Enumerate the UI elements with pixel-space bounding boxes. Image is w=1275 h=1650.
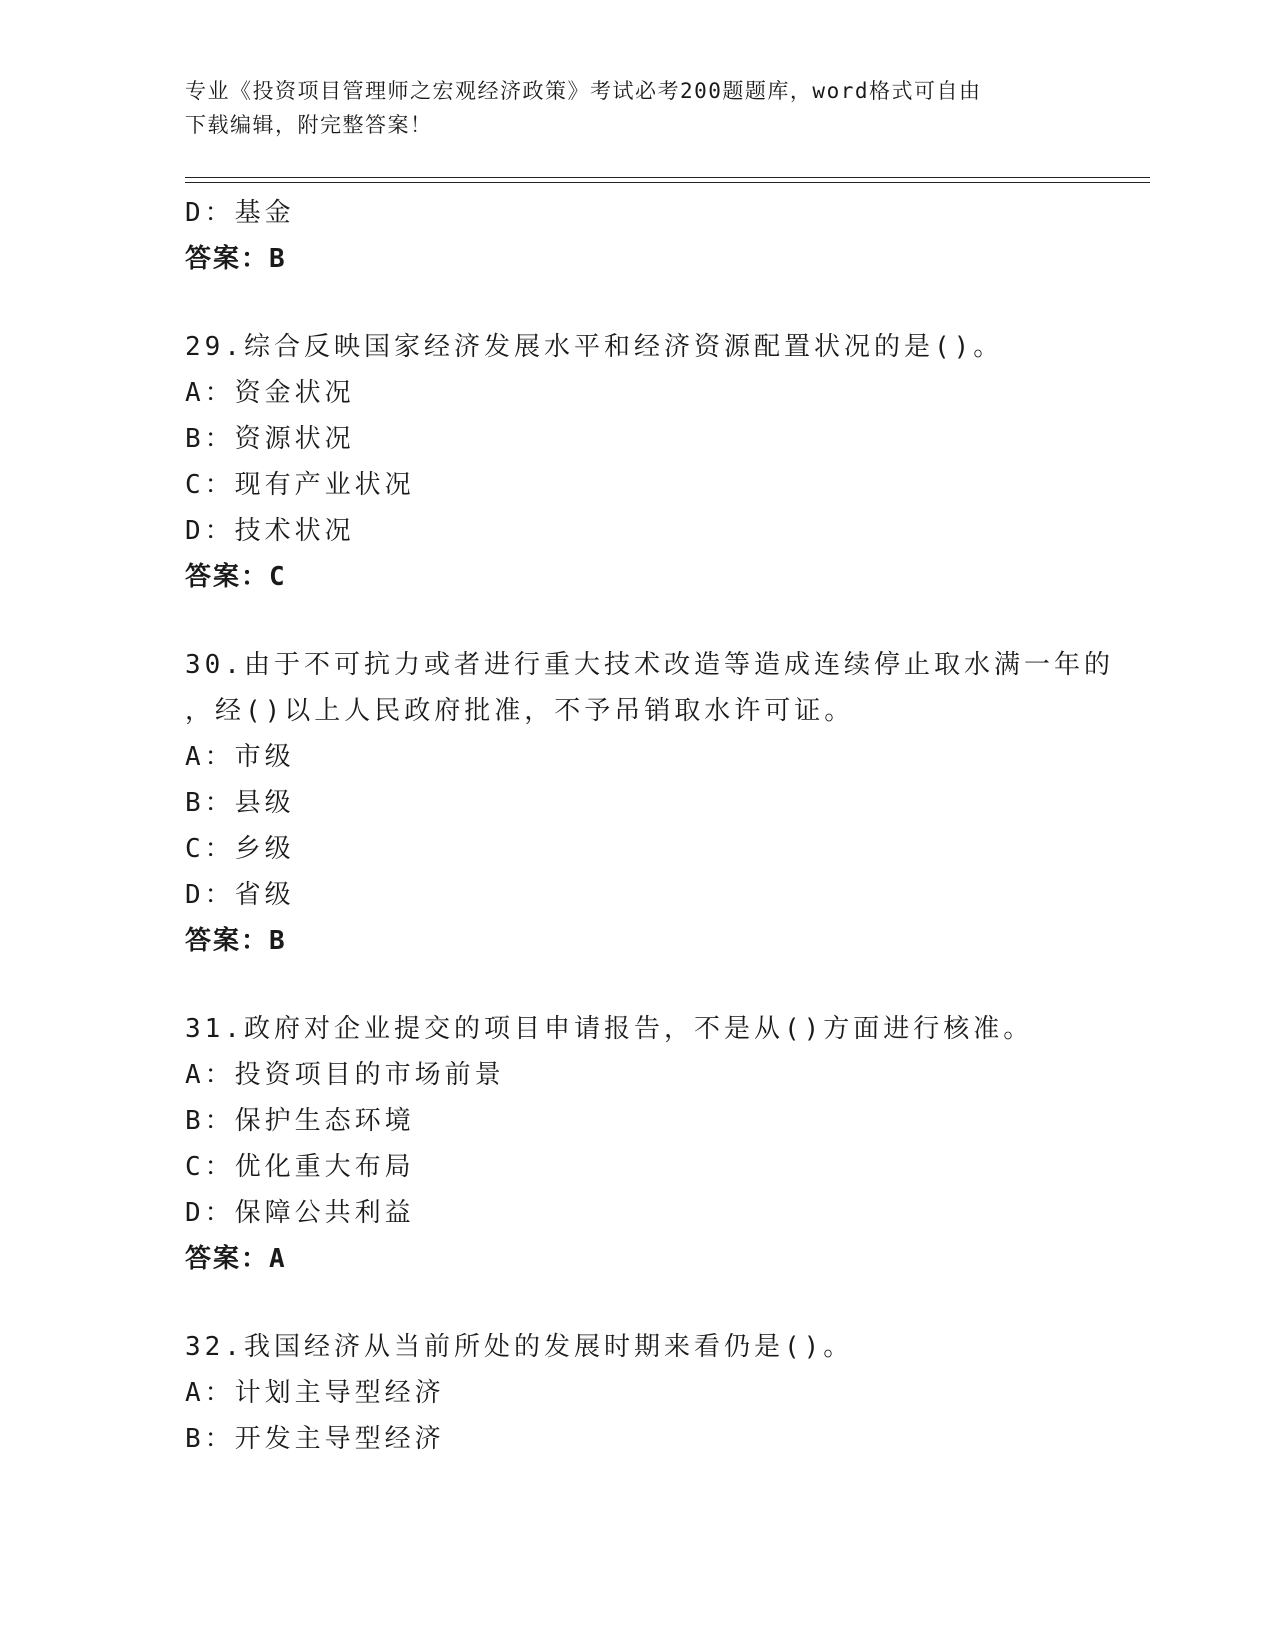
header-divider-top	[185, 177, 1150, 178]
document-header	[185, 74, 1085, 142]
spacer	[185, 282, 1115, 324]
question-stem: 29.综合反映国家经济发展水平和经济资源配置状况的是()。	[185, 332, 1004, 362]
question-stem-line-1: 30.由于不可抗力或者进行重大技术改造等造成连续停止取水满一年的	[185, 650, 1114, 680]
question-stem-line-2: ，经()以上人民政府批准，不予吊销取水许可证。	[185, 696, 855, 726]
question-stem: 31.政府对企业提交的项目申请报告，不是从()方面进行核准。	[185, 1014, 1034, 1044]
question-30	[185, 642, 1115, 964]
option-d: D：省级	[185, 880, 295, 910]
spacer	[185, 1282, 1115, 1324]
option-c: C：现有产业状况	[185, 470, 415, 500]
option-a: A：计划主导型经济	[185, 1378, 445, 1408]
question-31	[185, 1006, 1115, 1282]
option-a: A：资金状况	[185, 378, 355, 408]
spacer	[185, 964, 1115, 1006]
question-list	[185, 190, 1115, 1462]
option-d: D：技术状况	[185, 516, 355, 546]
option-d: D：基金	[185, 198, 295, 228]
answer: 答案：A	[185, 1244, 287, 1274]
option-b: B：资源状况	[185, 424, 355, 454]
spacer	[185, 600, 1115, 642]
header-divider-bottom	[185, 182, 1150, 183]
option-a: A：投资项目的市场前景	[185, 1060, 505, 1090]
question-stem: 32.我国经济从当前所处的发展时期来看仍是()。	[185, 1332, 854, 1362]
option-d: D：保障公共利益	[185, 1198, 415, 1228]
option-a: A：市级	[185, 742, 295, 772]
option-b: B：县级	[185, 788, 295, 818]
header-line-1: 专业《投资项目管理师之宏观经济政策》考试必考200题题库，word格式可自由	[185, 79, 982, 103]
option-b: B：开发主导型经济	[185, 1424, 445, 1454]
question-29	[185, 324, 1115, 600]
option-c: C：优化重大布局	[185, 1152, 415, 1182]
answer: 答案：B	[185, 926, 287, 956]
answer: 答案：B	[185, 244, 287, 274]
question-32	[185, 1324, 1115, 1462]
header-line-2: 下载编辑，附完整答案！	[185, 113, 433, 137]
answer: 答案：C	[185, 562, 287, 592]
option-c: C：乡级	[185, 834, 295, 864]
option-b: B：保护生态环境	[185, 1106, 415, 1136]
